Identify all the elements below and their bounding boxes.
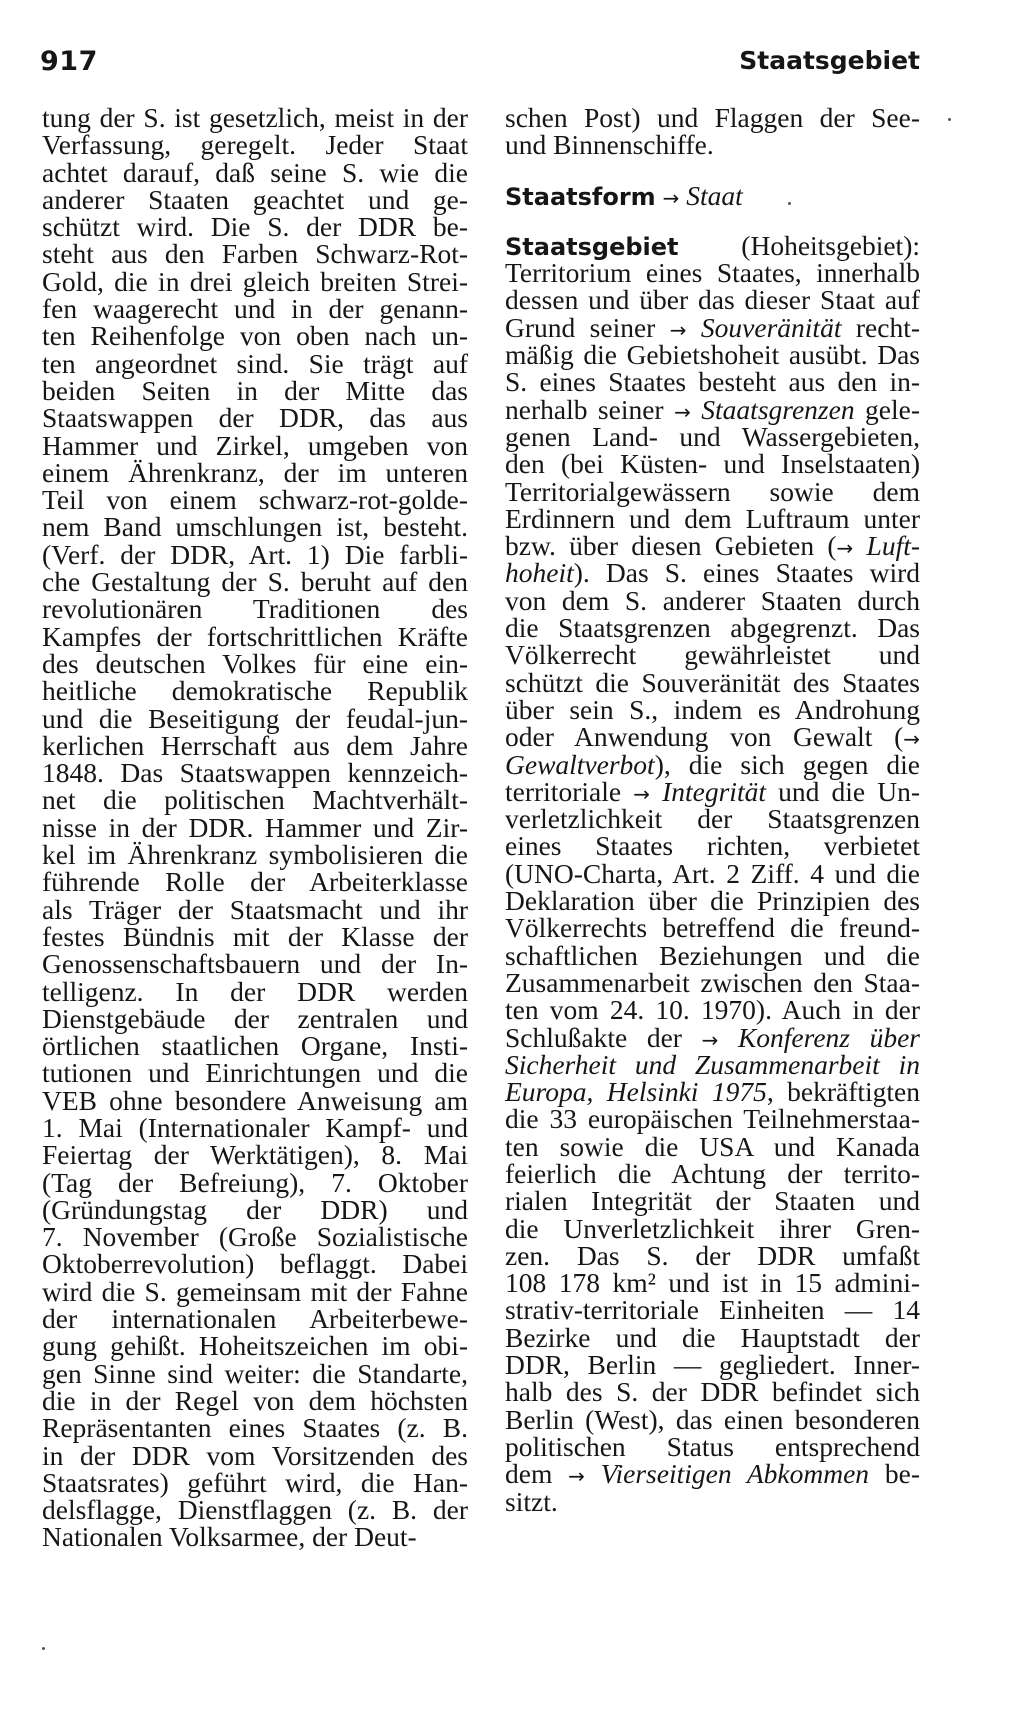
text-line: delsflagge, Dienstflaggen (z. B. der [42,1494,468,1526]
headword: Staatsgebiet [505,232,679,261]
text-line: schützt wird. Die S. der DDR be- [42,211,468,243]
text-line: 7. November (Große Sozialistische [42,1221,468,1253]
text-line: kerlichen Herrschaft aus dem Jahre [42,729,468,761]
text-segment: ). Das S. eines Staates wird [573,557,920,589]
text-line: eines Staates richten, verbietet [505,830,920,862]
text-line: kel im Ährenkranz symbolisieren die [42,839,468,871]
text-line: nem Band umschlungen ist, besteht. [42,511,468,543]
text-line: ten sowie die USA und Kanada [505,1130,920,1162]
text-line: halb des S. der DDR befindet sich [505,1376,920,1408]
text-line: strativ-territoriale Einheiten — 14 [505,1294,920,1326]
text-line: über sein S., indem es Androhung [505,693,920,725]
text-line: die in der Regel von dem höchsten [42,1384,468,1416]
paper-speck [42,1647,45,1650]
text-line: ten vom 24. 10. 1970). Auch in der [505,994,920,1026]
text-line: Bezirke und die Hauptstadt der [505,1321,920,1353]
text-segment: und die Un- [765,775,921,807]
arrow-icon: → [669,317,687,342]
text-line: Deklaration über die Prinzipien des [505,885,920,917]
text-line [505,557,920,589]
text-line: steht aus den Farben Schwarz-Rot- [42,238,468,270]
text-line [505,775,921,807]
text-line: Territorialgewässern sowie dem [505,475,920,507]
text-segment: dem [505,1458,569,1490]
text-segment: ), die sich gegen die [654,748,920,780]
text-line: schaftlichen Beziehungen und die [505,939,920,971]
text-line: gen Sinne sind weiter: die Standarte, [42,1357,468,1389]
text-line: Repräsentanten eines Staates (z. B. [42,1412,468,1444]
text-line: Verfassung, geregelt. Jeder Staat [42,129,468,161]
text-line: zen. Das S. der DDR umfaßt [505,1239,920,1271]
cross-reference[interactable]: Vierseitigen Abkommen [600,1458,870,1490]
paper-speck [948,118,951,121]
arrow-icon: → [701,1027,719,1052]
text-line [505,1076,920,1108]
text-line: Erdinnern und dem Luftraum unter [505,502,920,534]
text-line: 108 178 km² und ist in 15 admini- [505,1267,920,1299]
paper-speck [788,202,791,205]
text-line [505,1458,920,1490]
running-head: Staatsgebiet [739,46,920,75]
text-line: (UNO-Charta, Art. 2 Ziff. 4 und die [505,857,920,889]
text-line: die Staatsgrenzen abgegrenzt. Das [505,612,920,644]
text-line: Gold, die in drei gleich breiten Strei- [42,265,468,297]
text-line: Territorium eines Staates, innerhalb [505,257,920,289]
text-line: dessen und über das dieser Staat auf [505,284,920,316]
text-line: festes Bündnis mit der Klasse der [42,920,468,952]
entry-staatsgebiet-head [505,229,920,261]
text-line [505,721,920,753]
text-line: als Träger der Staatsmacht und ihr [42,893,468,925]
text-line [505,311,920,343]
text-line [505,748,920,780]
cross-reference[interactable]: Souveränität [700,311,842,343]
arrow-icon: → [903,727,920,752]
text-segment: (Hoheitsgebiet): [741,229,920,261]
arrow-icon: → [836,536,854,561]
text-line: Staatswappen der DDR, das aus [42,402,468,434]
text-line [505,1021,921,1053]
text-line [505,530,921,562]
text-line: Hammer und Zirkel, umgeben von [42,429,468,461]
cross-reference[interactable]: Konferenz über [737,1021,921,1053]
text-segment: Grund seiner [505,311,670,343]
text-line: schützt die Souveränität des Staates [505,666,920,698]
arrow-icon: → [662,185,680,210]
text-line: net die politischen Machtverhält- [42,784,468,816]
text-line: Berlin (West), das einen besonderen [505,1403,920,1435]
text-line: verletzlichkeit der Staatsgrenzen [505,803,920,835]
text-line: gung gehißt. Hoheitszeichen im obi- [42,1330,468,1362]
text-line: schen Post) und Flaggen der See- [505,102,920,133]
arrow-icon: → [633,781,650,806]
text-segment: be- [869,1458,920,1490]
text-line: ten angeordnet sind. Sie trägt auf [42,347,468,379]
cross-reference[interactable]: Europa, Helsinki 1975 [505,1076,767,1108]
text-line: Feiertag der Werktätigen), 8. Mai [42,1139,468,1171]
text-line: sitzt. [505,1485,558,1517]
text-segment: recht- [841,311,920,343]
text-line: einem Ährenkranz, der im unteren [42,456,468,488]
text-line: und Binnenschiffe. [505,129,714,161]
text-line: mäßig die Gebietshoheit ausübt. Das [505,339,920,371]
text-line: die Unverletzlichkeit ihrer Gren- [505,1212,920,1244]
text-line: den (bei Küsten- und Inselstaaten) [505,448,920,480]
text-line: politischen Status entsprechend [505,1430,920,1462]
text-line: in der DDR vom Vorsitzenden des [42,1439,468,1471]
text-line: Staatsrates) geführt wird, die Han- [42,1466,468,1498]
text-line: feierlich die Achtung der territo- [505,1157,920,1189]
text-line: Kampfes der fortschrittlichen Kräfte [42,620,468,652]
text-line: und die Beseitigung der feudal-jun- [42,702,468,734]
text-line: (Gründungstag der DDR) und [42,1193,468,1225]
text-line: beiden Seiten in der Mitte das [42,374,468,406]
text-line: örtlichen staatlichen Organe, Insti- [42,1030,468,1062]
text-line: wird die S. gemeinsam mit der Fahne [42,1275,468,1307]
text-segment: territoriale [505,775,634,807]
text-line: tutionen und Einrichtungen und die [42,1057,468,1089]
text-line: des deutschen Volkes für eine ein- [42,647,468,679]
text-line: 1. Mai (Internationaler Kampf- und [42,1111,468,1143]
cross-reference[interactable]: Integrität [662,775,766,807]
text-line: von dem S. anderer Staaten durch [505,584,920,616]
text-line: tung der S. ist gesetzlich, meist in der [42,102,468,133]
text-line: che Gestaltung der S. beruht auf den [42,566,468,598]
cross-reference[interactable]: hoheit [505,557,574,589]
text-line: (Tag der Befreiung), 7. Oktober [42,1166,468,1198]
cross-reference[interactable]: Luft- [866,530,921,562]
text-segment: nerhalb seiner [505,393,675,425]
text-line: Nationalen Volksarmee, der Deut- [42,1521,417,1553]
text-line: nisse in der DDR. Hammer und Zir- [42,811,468,843]
cross-reference-line[interactable]: Sicherheit und Zusammenarbeit in [505,1048,920,1080]
text-line: telligenz. In der DDR werden [42,975,468,1007]
headword: Staatsform [505,182,656,211]
text-line: rialen Integrität der Staaten und [505,1185,920,1217]
text-line: achtet darauf, daß seine S. wie die [42,156,468,188]
text-line: genen Land- und Wassergebieten, [505,420,920,452]
arrow-icon: → [568,1464,585,1489]
text-line: der internationalen Arbeiterbewe- [42,1303,468,1335]
entry-staatsform [505,179,920,211]
text-segment: , bekräftigten [766,1076,920,1108]
text-line [505,393,921,425]
text-segment: oder Anwendung von Gewalt ( [505,721,904,753]
text-line: (Verf. der DDR, Art. 1) Die farbli- [42,538,468,570]
text-segment: Schlußakte der [505,1021,702,1053]
text-line: S. eines Staates besteht aus den in- [505,366,920,398]
text-line: 1848. Das Staatswappen kennzeich- [42,757,468,789]
text-line: Völkerrechts betreffend die freund- [505,912,920,944]
text-line: heitliche demokratische Republik [42,675,468,707]
text-line: revolutionären Traditionen des [42,593,468,625]
text-line: anderer Staaten geachtet und ge- [42,183,468,215]
left-column [42,104,468,1551]
cross-reference[interactable]: Gewaltverbot [505,748,655,780]
right-column [505,104,920,1515]
text-segment: gele- [854,393,921,425]
text-line: Genossenschaftsbauern und der In- [42,948,468,980]
text-line: Teil von einem schwarz-rot-golde- [42,484,468,516]
text-line: die 33 europäischen Teilnehmerstaa- [505,1103,920,1135]
page-number: 917 [40,46,98,77]
text-segment: bzw. über diesen Gebieten ( [505,530,837,562]
text-line: VEB ohne besondere Anweisung am [42,1084,468,1116]
text-line: Zusammenarbeit zwischen den Staa- [505,966,920,998]
text-line: ten Reihenfolge von oben nach un- [42,320,468,352]
cross-reference[interactable]: Staatsgrenzen [701,393,855,425]
text-line: Oktoberrevolution) beflaggt. Dabei [42,1248,468,1280]
cross-reference[interactable]: Staat [686,179,743,211]
text-line: Dienstgebäude der zentralen und [42,1002,468,1034]
text-line: führende Rolle der Arbeiterklasse [42,866,468,898]
text-line: DDR, Berlin — gegliedert. Inner- [505,1349,920,1381]
arrow-icon: → [674,399,691,424]
text-line: fen waagerecht und in der genann- [42,293,468,325]
text-line: Völkerrecht gewährleistet und [505,639,920,671]
